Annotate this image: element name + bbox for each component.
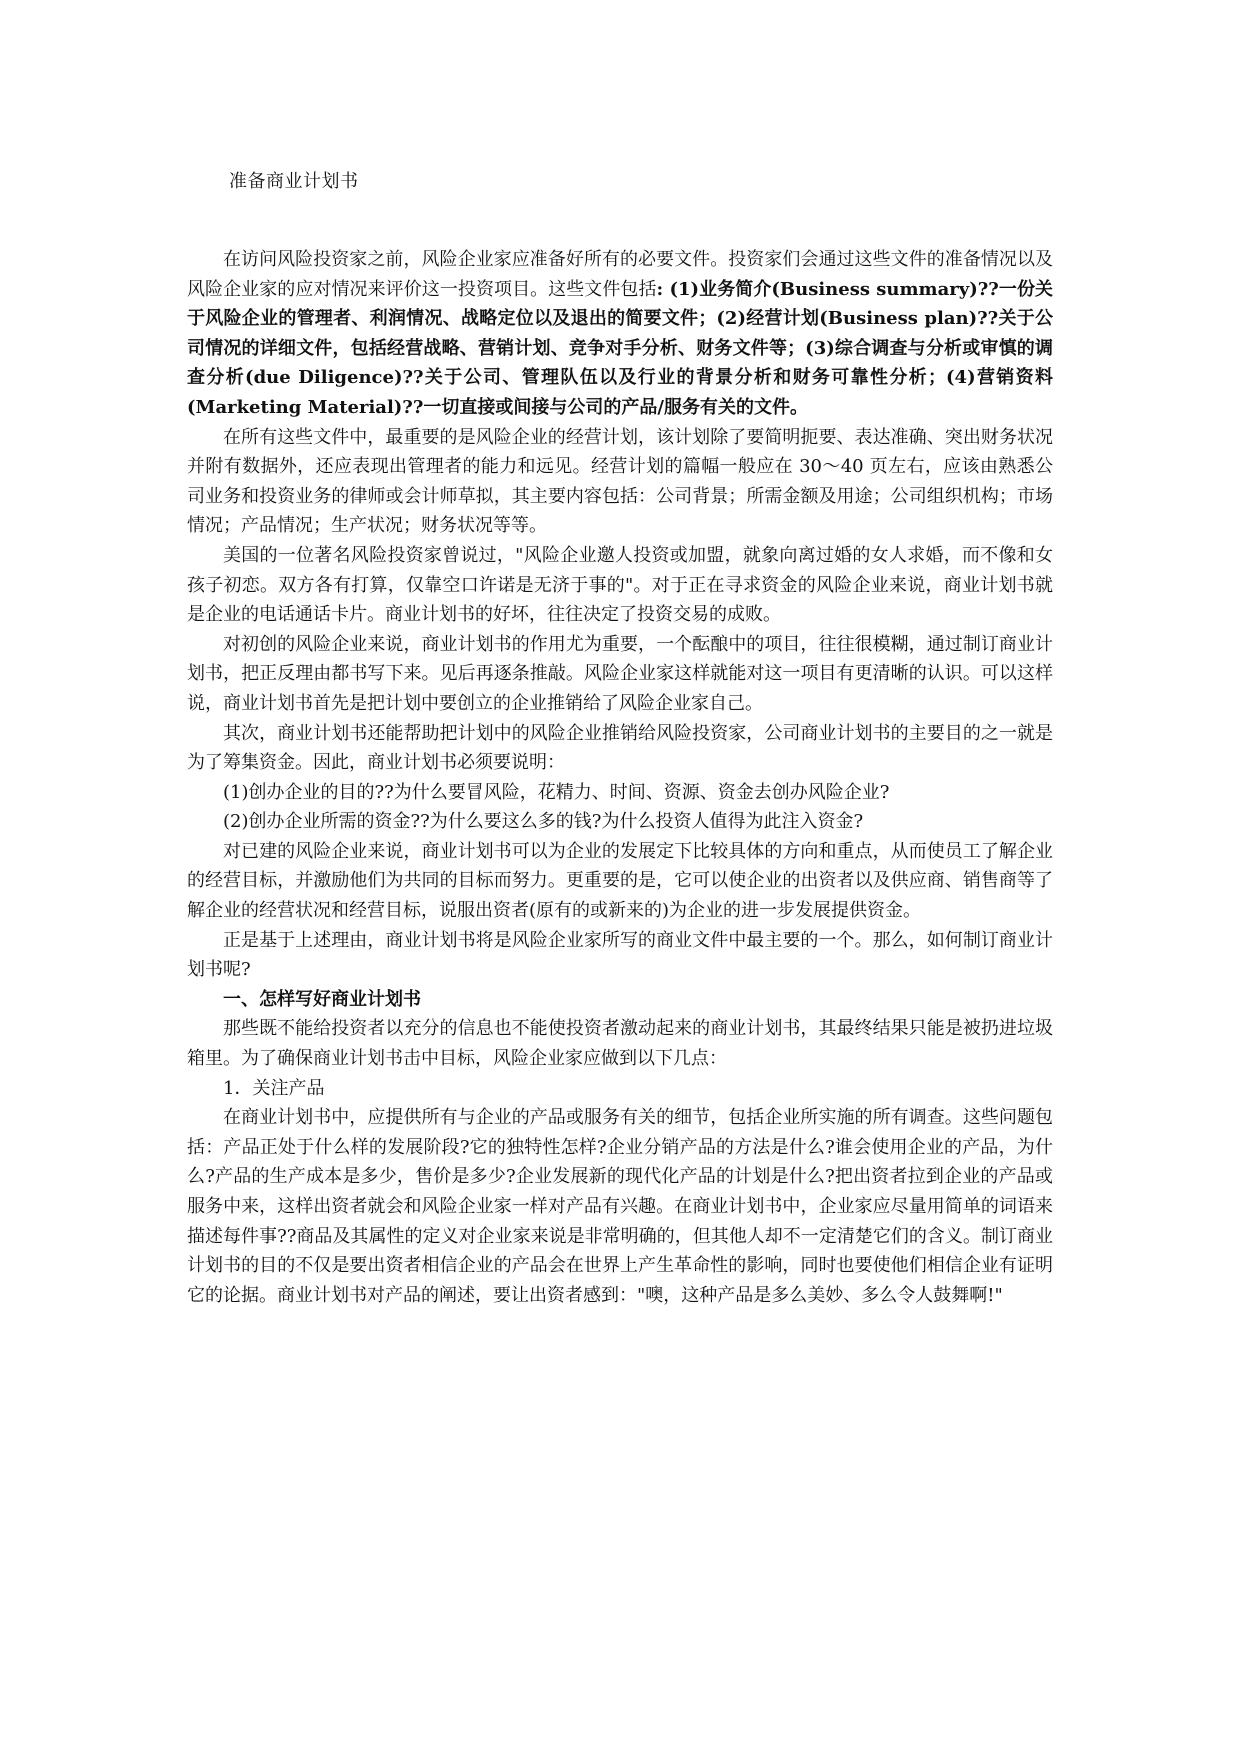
paragraph-investor-quote: 美国的一位著名风险投资家曾说过，"风险企业邀人投资或加盟，就象向离过婚的女人求婚，而不像和女孩子初恋。双方各有打算，仅靠空口许诺是无济于事的"。对于正在寻求资金的风险企业来说，商业计划书就是企业的电话通话卡片。商业计划书的好坏，往往决定了投资交易的成败。	[187, 544, 1053, 626]
paragraph-business-plan: 在所有这些文件中，最重要的是风险企业的经营计划，该计划除了要简明扼要、表达准确、突出财务状况并附有数据外，还应表现出管理者的能力和远见。经营计划的篇幅一般应在 30～40 页左右，应该由熟悉公司业务和投资业务的律师或会计师草拟，其主要内容包括：公司背景；所需金额及用途；公司组织机构；市场情况；产品情况；生产状况；财务状况等等。	[187, 426, 1053, 537]
document-body	[187, 245, 1053, 1310]
paragraph-lead-text: 在访问风险投资家之前，风险企业家应准备好所有的必要文件。投资家们会通过这些文件的准备情况以及风险企业家的应对情况来评价这一投资项目。这些文件包括	[187, 249, 1053, 300]
paragraph-documents-list	[187, 245, 1053, 423]
subsection-heading: 1．关注产品	[223, 1077, 325, 1099]
paragraph-startup: 对初创的风险企业来说，商业计划书的作用尤为重要，一个酝酿中的项目，往往很模糊，通过制订商业计划书，把正反理由都书写下来。见后再逐条推敲。风险企业家这样就能对这一项目有更清晰的认识。可以这样说，商业计划书首先是把计划中要创立的企业推销给了风险企业家自己。	[187, 633, 1053, 714]
section-heading: 一、怎样写好商业计划书	[223, 988, 421, 1010]
list-item-purpose: (1)创办企业的目的??为什么要冒风险，花精力、时间、资源、资金去创办风险企业?	[223, 781, 890, 803]
page-title: 准备商业计划书	[229, 171, 359, 192]
paragraph-established: 对已建的风险企业来说，商业计划书可以为企业的发展定下比较具体的方向和重点，从而使员工了解企业的经营目标，并激励他们为共同的目标而努力。更重要的是，它可以使企业的出资者以及供应商、销售商等了解企业的经营状况和经营目标，说服出资者(原有的或新来的)为企业的进一步发展提供资金。	[187, 840, 1053, 922]
paragraph-fundraising: 其次，商业计划书还能帮助把计划中的风险企业推销给风险投资家，公司商业计划书的主要目的之一就是为了筹集资金。因此，商业计划书必须要说明：	[187, 722, 1053, 774]
paragraph-intro: 那些既不能给投资者以充分的信息也不能使投资者激动起来的商业计划书，其最终结果只能是被扔进垃圾箱里。为了确保商业计划书击中目标，风险企业家应做到以下几点：	[187, 1018, 1053, 1070]
paragraph-bold-text: : (1)业务简介(Business summary)??一份关于风险企业的管理者、利润情况、战略定位以及退出的简要文件；(2)经营计划(Business plan)??关于公司情况的详细文件，包括经营战略、营销计划、竞争对手分析、财务文件等；(3)综合调查与分析或审慎的调查分析(due Diligence)??关于公司、管理队伍以及行业的背景分析和财务可靠性分析；(4)营销资料(Marketing Material)??一切直接或间接与公司的产品/服务有关的文件。	[187, 278, 1054, 418]
paragraph-conclusion: 正是基于上述理由，商业计划书将是风险企业家所写的商业文件中最主要的一个。那么，如何制订商业计划书呢?	[187, 929, 1053, 981]
paragraph-product: 在商业计划书中，应提供所有与企业的产品或服务有关的细节，包括企业所实施的所有调查。这些问题包括：产品正处于什么样的发展阶段?它的独特性怎样?企业分销产品的方法是什么?谁会使用企业的产品，为什么?产品的生产成本是多少，售价是多少?企业发展新的现代化产品的计划是什么?把出资者拉到企业的产品或服务中来，这样出资者就会和风险企业家一样对产品有兴趣。在商业计划书中，企业家应尽量用简单的词语来描述每件事??商品及其属性的定义对企业家来说是非常明确的，但其他人却不一定清楚它们的含义。制订商业计划书的目的不仅是要出资者相信企业的产品会在世界上产生革命性的影响，同时也要使他们相信企业有证明它的论据。商业计划书对产品的阐述，要让出资者感到："噢，这种产品是多么美妙、多么令人鼓舞啊!"	[187, 1107, 1053, 1306]
list-item-capital: (2)创办企业所需的资金??为什么要这么多的钱?为什么投资人值得为此注入资金?	[223, 811, 864, 833]
